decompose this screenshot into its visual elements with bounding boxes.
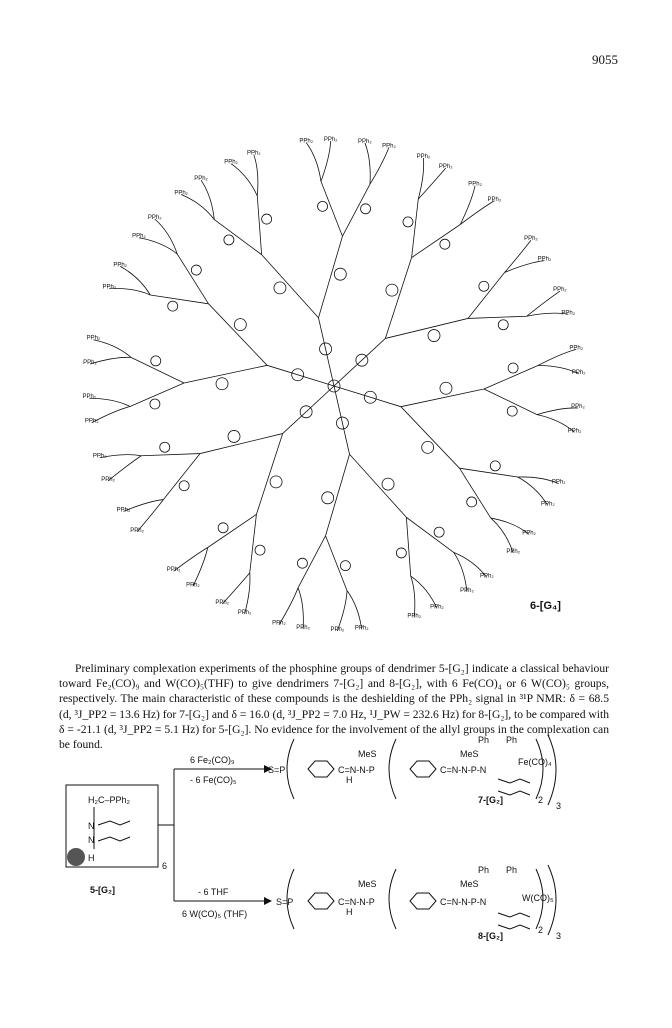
svg-text:C=N-N-P: C=N-N-P <box>338 897 375 907</box>
phenyl-ring <box>434 527 444 537</box>
svg-text:Ph: Ph <box>506 735 518 745</box>
periphery-group-label: PPh₂ <box>147 214 162 221</box>
phenyl-ring <box>340 561 350 571</box>
periphery-group-label: PPh₂ <box>561 310 576 317</box>
start-fragment: H₂C–PPh₂ <box>88 795 131 805</box>
phenyl-ring <box>479 281 489 291</box>
phenyl-ring <box>270 476 282 488</box>
svg-text:MeS: MeS <box>460 879 479 889</box>
top-byproduct: - 6 Fe(CO)₅ <box>190 775 237 785</box>
svg-text:H: H <box>88 853 95 863</box>
periphery-group-label: PPh₂ <box>551 479 566 486</box>
periphery-group-label: PPh₂ <box>92 453 107 460</box>
periphery-group-label: PPh₂ <box>246 150 261 157</box>
periphery-group-label: PPh₂ <box>330 626 345 633</box>
svg-text:Ph: Ph <box>478 865 490 875</box>
periphery-group-label: PPh₂ <box>540 501 555 508</box>
periphery-group-label: PPh₂ <box>438 163 453 170</box>
periphery-group-label: PPh₂ <box>237 610 252 617</box>
top-metal: Fe(CO)₄ <box>518 757 552 767</box>
phenyl-ring <box>318 201 328 211</box>
periphery-group-label: PPh₂ <box>358 138 372 145</box>
svg-text:Ph: Ph <box>478 735 490 745</box>
phenyl-ring <box>498 320 508 330</box>
reaction-scheme-svg <box>58 735 628 995</box>
periphery-group-label: PPh₂ <box>82 394 97 401</box>
periphery-group-label: PPh₂ <box>569 345 584 352</box>
periphery-group-label: PPh₂ <box>571 404 585 411</box>
phenyl-ring <box>422 441 434 453</box>
page-number: 9055 <box>592 52 618 67</box>
svg-text:MeS: MeS <box>460 749 479 759</box>
phenyl-ring <box>440 239 450 249</box>
svg-text:H: H <box>346 775 353 785</box>
periphery-group-label: PPh₂ <box>130 527 144 534</box>
periphery-group-label: PPh₂ <box>113 262 128 269</box>
bottom-reagent: 6 W(CO)₅ (THF) <box>182 909 248 919</box>
phenyl-ring <box>234 319 246 331</box>
periphery-group-label: PPh₂ <box>479 573 494 580</box>
phenyl-ring <box>490 461 500 471</box>
periphery-group-label: PPh₂ <box>166 567 181 574</box>
bottom-byproduct: - 6 THF <box>198 887 229 897</box>
phenyl-ring <box>403 217 413 227</box>
svg-text:MeS: MeS <box>358 879 377 889</box>
periphery-group-label: PPh₂ <box>430 604 444 611</box>
phenyl-ring <box>386 284 398 296</box>
phenyl-ring <box>428 330 440 342</box>
periphery-group-label: PPh₂ <box>116 507 131 514</box>
periphery-group-label: PPh₂ <box>194 176 208 183</box>
periphery-group-label: PPh₂ <box>506 549 521 556</box>
phenyl-ring <box>151 356 161 366</box>
periphery-group-label: PPh₂ <box>215 600 230 607</box>
paragraph-complexation: Preliminary complexation experiments of the phosphine groups of dendrimer 5-[G₂] indicate a classical behaviour toward Fe₂(CO)₉ and W(CO)₅(THF) to give dendrimers 7-[G₂] and 8-[G₂], with 6 Fe(CO)₄ or 6 W(CO)₅ groups, respectively. The main characteristic of these compounds is the deshielding of the PPh₂ signal in ³¹P NMR: δ = 68.5 (d, ³J_PP2 = 13.6 Hz) for 7-[G₂] and δ = 16.0 (d, ³J_PP2 = 7.0 Hz, ¹J_PW = 232.6 Hz) for 8-[G₂], to be compared with δ = -21.1 (d, ³J_PP2 = 5.1 Hz) for 5-[G₂]. No evidence for the involvement of the allyl groups in the complexation can be found. <box>59 662 609 752</box>
phenyl-ring <box>179 481 189 491</box>
phenyl-ring <box>361 204 371 214</box>
start-compound <box>66 785 167 895</box>
periphery-group-label: PPh₂ <box>487 196 502 203</box>
periphery-group-label: PPh₂ <box>407 613 422 620</box>
phenyl-ring <box>150 399 160 409</box>
top-reagent: 6 Fe₂(CO)₉ <box>190 755 235 765</box>
top-product <box>268 735 561 811</box>
svg-text:2: 2 <box>538 925 544 935</box>
svg-text:Ph: Ph <box>506 865 518 875</box>
periphery-group-label: PPh₂ <box>272 620 286 627</box>
svg-text:MeS: MeS <box>358 749 377 759</box>
periphery-group-label: PPh₂ <box>84 418 99 425</box>
bottom-metal: W(CO)₅ <box>522 893 554 903</box>
phenyl-ring <box>218 523 228 533</box>
periphery-group-label: PPh₂ <box>382 143 396 150</box>
phenyl-ring <box>216 378 228 390</box>
periphery-group-label: PPh₂ <box>186 582 200 589</box>
bottom-product <box>276 865 561 941</box>
svg-text:C=N-N-P-N: C=N-N-P-N <box>440 897 487 907</box>
branch-arrows <box>158 755 272 919</box>
svg-text:C=N-N-P-N: C=N-N-P-N <box>440 765 487 775</box>
bottom-product-label: 8-[G₂] <box>478 931 503 941</box>
periphery-group-label: PPh₂ <box>460 587 474 594</box>
periphery-group-label: PPh₂ <box>468 181 482 188</box>
svg-text:N: N <box>88 821 95 831</box>
phenyl-ring <box>507 406 517 416</box>
periphery-group-label: PPh₂ <box>102 284 117 291</box>
periphery-group-label: PPh₂ <box>522 530 536 537</box>
periphery-group-label: PPh₂ <box>132 233 146 240</box>
phenyl-ring <box>467 497 477 507</box>
periphery-group-label: PPh₂ <box>537 256 552 263</box>
svg-text:S=P: S=P <box>276 897 294 907</box>
phenyl-ring <box>396 548 406 558</box>
svg-text:S=P: S=P <box>268 765 286 775</box>
phenyl-ring <box>274 282 286 294</box>
periphery-group-label: PPh₂ <box>323 137 338 144</box>
start-label: 5-[G₂] <box>90 885 115 895</box>
svg-text:N: N <box>88 835 95 845</box>
dendrimer-figure <box>60 124 608 640</box>
svg-text:2: 2 <box>538 795 544 805</box>
phenyl-ring <box>168 301 178 311</box>
phenyl-ring <box>440 382 452 394</box>
dendrimer-branches <box>82 137 586 633</box>
reaction-scheme <box>58 735 628 995</box>
svg-text:C=N-N-P: C=N-N-P <box>338 765 375 775</box>
periphery-group-label: PPh₂ <box>83 359 97 366</box>
periphery-group-label: PPh₂ <box>299 138 314 145</box>
periphery-group-label: PPh₂ <box>567 428 582 435</box>
periphery-group-label: PPh₂ <box>571 369 586 376</box>
top-product-label: 7-[G₂] <box>478 795 503 805</box>
phenyl-ring <box>228 430 240 442</box>
phenyl-ring <box>334 268 346 280</box>
phenyl-ring <box>160 442 170 452</box>
multiplier: 6 <box>162 861 168 871</box>
phenyl-ring <box>224 235 234 245</box>
periphery-group-label: PPh₂ <box>296 625 310 632</box>
periphery-group-label: PPh₂ <box>553 287 567 294</box>
phenyl-ring <box>322 492 334 504</box>
periphery-group-label: PPh₂ <box>524 236 538 243</box>
periphery-group-label: PPh₂ <box>174 190 189 197</box>
phenyl-ring <box>297 558 307 568</box>
phenyl-ring <box>382 478 394 490</box>
periphery-group-label: PPh₂ <box>354 625 369 632</box>
body-text <box>59 661 609 752</box>
periphery-group-label: PPh₂ <box>86 335 101 342</box>
periphery-group-label: PPh₂ <box>101 476 115 483</box>
phenyl-ring <box>262 214 272 224</box>
compound-label-6-g4: 6-[G₄] <box>530 600 561 612</box>
svg-text:3: 3 <box>556 801 562 811</box>
phenyl-ring <box>191 265 201 275</box>
phenyl-ring <box>508 363 518 373</box>
periphery-group-label: PPh₂ <box>416 153 431 160</box>
phenyl-ring <box>255 545 265 555</box>
svg-text:H: H <box>346 907 353 917</box>
dendrimer-core-icon <box>67 848 85 866</box>
svg-text:3: 3 <box>556 931 562 941</box>
periphery-group-label: PPh₂ <box>224 159 238 166</box>
dendrimer-structure <box>60 124 608 640</box>
